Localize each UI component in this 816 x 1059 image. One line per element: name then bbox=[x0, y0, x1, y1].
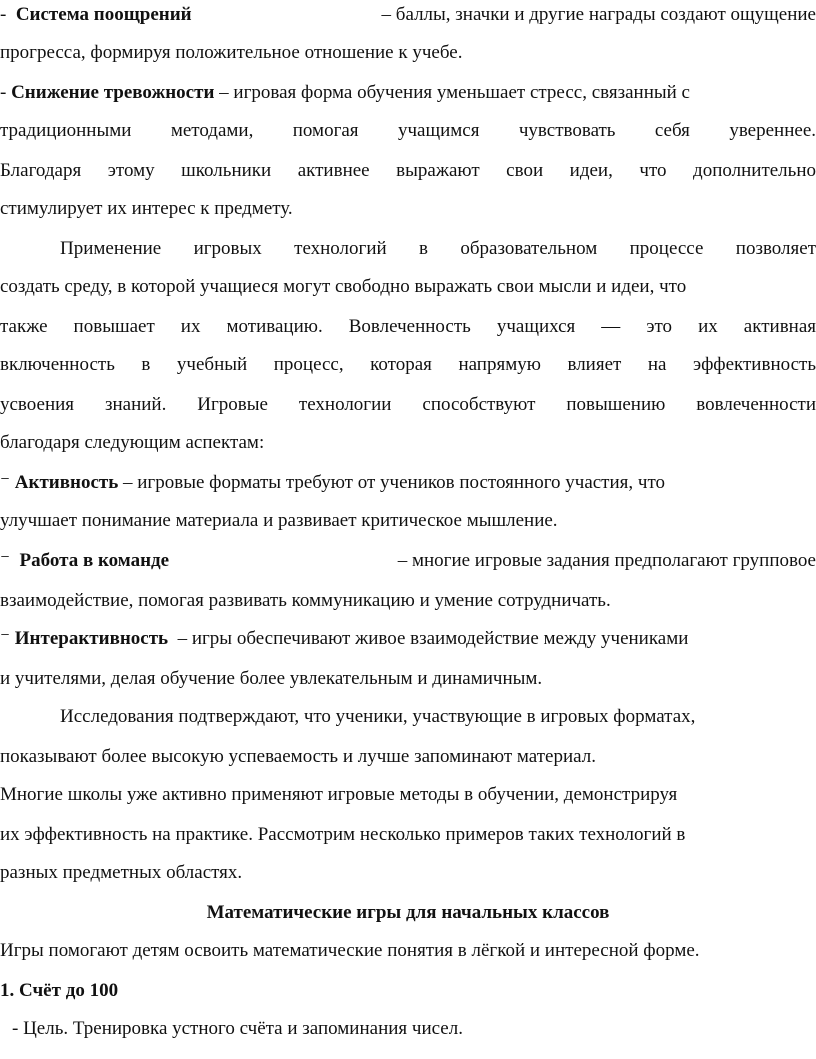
para-schools-line-1: Многие школы уже активно применяют игровые методы в обучении, демонстрируя bbox=[0, 784, 678, 805]
para-rewards-line-1 bbox=[0, 2, 816, 28]
bullet: - bbox=[0, 82, 7, 103]
para-teamwork-line-2: взаимодействие, помогая развивать коммуникацию и умение сотрудничать. bbox=[0, 590, 611, 611]
para-application-line-6: благодаря следующим аспектам: bbox=[0, 432, 265, 453]
para-research-line-2: показывают более высокую успеваемость и лучше запоминают материал. bbox=[0, 746, 596, 767]
bullet: ⁻ bbox=[0, 472, 11, 493]
term-rewards: Система поощрений bbox=[15, 4, 192, 25]
term-anxiety: Снижение тревожности bbox=[11, 82, 215, 103]
term-interactivity: Интерактивность bbox=[14, 628, 169, 649]
text: – многие игровые задания предполагают групповое bbox=[397, 550, 816, 571]
para-math-games: Игры помогают детям освоить математические понятия в лёгкой и интересной форме. bbox=[0, 940, 700, 961]
para-schools-line-3: разных предметных областях. bbox=[0, 862, 243, 883]
para-activity-line-2: улучшает понимание материала и развивает критическое мышление. bbox=[0, 510, 558, 531]
para-application-line-2: создать среду, в которой учащиеся могут свободно выражать свои мысли и идеи, что bbox=[0, 276, 687, 297]
text: – баллы, значки и другие награды создают ощущение bbox=[381, 4, 816, 25]
section-heading: Математические игры для начальных классов bbox=[206, 902, 610, 923]
para-anxiety-line-4: стимулирует их интерес к предмету. bbox=[0, 198, 293, 219]
para-anxiety-line-3: Благодаря этому школьники активнее выражают свои идеи, что дополнительно bbox=[0, 160, 816, 181]
text: – игры обеспечивают живое взаимодействие между учениками bbox=[177, 628, 689, 649]
para-application-line-3: также повышает их мотивацию. Вовлеченность учащихся — это их активная bbox=[0, 316, 816, 337]
para-interactivity-line-1 bbox=[0, 626, 816, 652]
para-application-line-4: включенность в учебный процесс, которая напрямую влияет на эффективность bbox=[0, 354, 816, 375]
para-activity-line-1 bbox=[0, 470, 816, 496]
term-teamwork: Работа в команде bbox=[19, 550, 170, 571]
text: – игровые форматы требуют от учеников постоянного участия, что bbox=[123, 472, 665, 493]
term-activity: Активность bbox=[14, 472, 119, 493]
para-rewards-line-2: прогресса, формируя положительное отношение к учебе. bbox=[0, 42, 463, 63]
para-anxiety-line-2: традиционными методами, помогая учащимся чувствовать себя увереннее. bbox=[0, 120, 816, 141]
para-anxiety-line-1 bbox=[0, 80, 816, 106]
bullet: ⁻ bbox=[0, 628, 11, 649]
item-title: 1. Счёт до 100 bbox=[0, 980, 119, 1001]
para-teamwork-line-1 bbox=[0, 548, 816, 574]
bullet: ⁻ bbox=[0, 550, 11, 571]
para-research-line-1: Исследования подтверждают, что ученики, участвующие в игровых форматах, bbox=[60, 706, 696, 727]
para-interactivity-line-2: и учителями, делая обучение более увлекательным и динамичным. bbox=[0, 668, 543, 689]
para-application-line-1: Применение игровых технологий в образовательном процессе позволяет bbox=[60, 238, 816, 259]
text: – игровая форма обучения уменьшает стресс, связанный с bbox=[219, 82, 690, 103]
para-application-line-5: усвоения знаний. Игровые технологии способствуют повышению вовлеченности bbox=[0, 394, 816, 415]
para-schools-line-2: их эффективность на практике. Рассмотрим несколько примеров таких технологий в bbox=[0, 824, 686, 845]
bullet: - bbox=[0, 4, 7, 25]
item-goal: - Цель. Тренировка устного счёта и запоминания чисел. bbox=[12, 1018, 463, 1039]
